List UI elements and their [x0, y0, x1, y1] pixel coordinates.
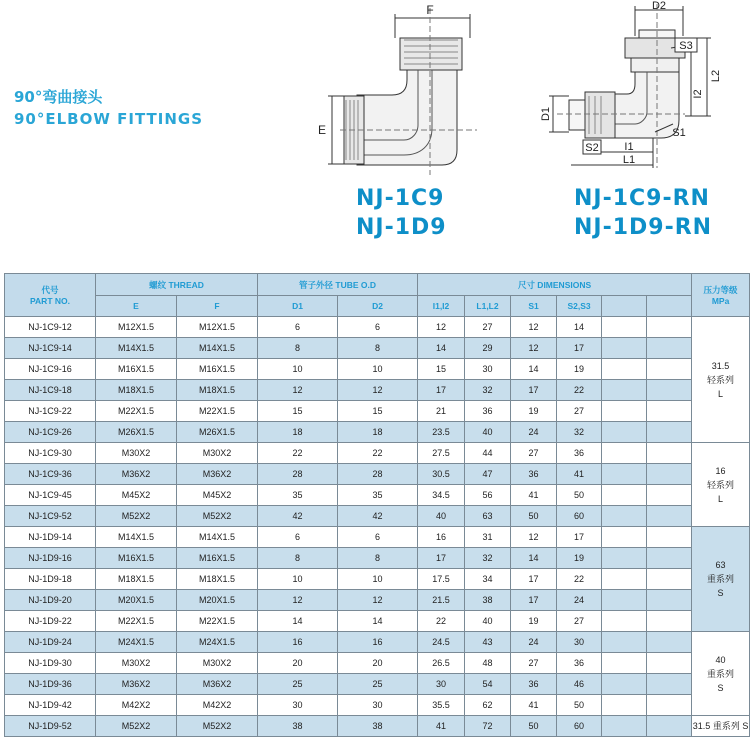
table-cell-empty: [602, 464, 647, 485]
table-cell: 36: [557, 443, 602, 464]
table-cell: 36: [511, 674, 557, 695]
table-cell: 8: [338, 548, 418, 569]
table-cell-empty: [647, 548, 692, 569]
table-cell: 14: [511, 548, 557, 569]
table-cell: M36X2: [177, 674, 258, 695]
table-cell: 40: [418, 506, 465, 527]
table-cell: M22X1.5: [96, 611, 177, 632]
table-cell: 24: [511, 632, 557, 653]
dim-label-d2: D2: [651, 0, 667, 12]
table-cell-empty: [647, 653, 692, 674]
header-s1: S1: [511, 296, 557, 317]
table-cell: 17: [557, 527, 602, 548]
table-cell: M45X2: [177, 485, 258, 506]
dim-label-s3: S3: [679, 40, 693, 52]
table-cell: 12: [511, 338, 557, 359]
pressure-series: 轻系列: [707, 374, 735, 385]
table-row: [5, 527, 750, 548]
page-title-cn: 90°弯曲接头: [14, 88, 103, 106]
table-cell: 24.5: [418, 632, 465, 653]
dim-label-i1: I1: [624, 141, 634, 153]
model-name-right-2: NJ-1D9-RN: [574, 215, 713, 240]
table-cell: 32: [465, 380, 511, 401]
table-cell: 35.5: [418, 695, 465, 716]
table-cell: 22: [338, 443, 418, 464]
table-cell-empty: [602, 611, 647, 632]
table-cell: NJ-1C9-16: [5, 359, 96, 380]
table-cell: NJ-1D9-22: [5, 611, 96, 632]
table-cell: M36X2: [96, 674, 177, 695]
table-cell: M24X1.5: [177, 632, 258, 653]
pressure-value: 31.5: [711, 360, 730, 371]
table-cell: 27.5: [418, 443, 465, 464]
table-cell-empty: [602, 674, 647, 695]
table-cell: 36: [511, 464, 557, 485]
table-cell: 60: [557, 716, 602, 737]
table-cell-empty: [602, 716, 647, 737]
table-cell: 22: [258, 443, 338, 464]
table-cell: 24: [511, 422, 557, 443]
header-part-no: [5, 274, 96, 317]
table-cell: 20: [258, 653, 338, 674]
table-cell-empty: [602, 506, 647, 527]
table-cell: 21: [418, 401, 465, 422]
table-cell-empty: [602, 590, 647, 611]
header-d1: D1: [258, 296, 338, 317]
table-cell-empty: [647, 674, 692, 695]
table-cell: 23.5: [418, 422, 465, 443]
table-row: [5, 548, 750, 569]
table-cell: 18: [338, 422, 418, 443]
table-cell: 30.5: [418, 464, 465, 485]
table-cell: NJ-1D9-14: [5, 527, 96, 548]
table-cell: M18X1.5: [177, 380, 258, 401]
model-name-right-1: NJ-1C9-RN: [574, 186, 710, 211]
table-cell: 19: [511, 611, 557, 632]
table-cell: 40: [465, 422, 511, 443]
pressure-series: 重系列: [707, 574, 735, 584]
table-cell-empty: [647, 590, 692, 611]
header-i12: I1,I2: [418, 296, 465, 317]
dim-label-s1: S1: [672, 127, 686, 139]
table-cell: NJ-1D9-30: [5, 653, 96, 674]
table-cell: 21.5: [418, 590, 465, 611]
table-cell: 14: [258, 611, 338, 632]
table-row: [5, 443, 750, 464]
table-cell: M52X2: [177, 716, 258, 737]
table-cell: 16: [418, 527, 465, 548]
table-cell-empty: [602, 359, 647, 380]
table-cell: 26.5: [418, 653, 465, 674]
table-row: [5, 695, 750, 716]
table-row: [5, 317, 750, 338]
table-cell-empty: [602, 632, 647, 653]
table-cell: 50: [557, 695, 602, 716]
table-cell: 46: [557, 674, 602, 695]
table-cell-empty: [602, 527, 647, 548]
table-row: [5, 674, 750, 695]
table-cell: M22X1.5: [177, 611, 258, 632]
table-row: [5, 485, 750, 506]
table-cell: 14: [557, 317, 602, 338]
table-cell-empty: [647, 506, 692, 527]
table-cell: 17: [418, 548, 465, 569]
model-name-left-2: NJ-1D9: [356, 215, 447, 240]
table-cell: 15: [338, 401, 418, 422]
table-cell: M52X2: [96, 506, 177, 527]
table-cell: M18X1.5: [96, 380, 177, 401]
table-cell: 35: [338, 485, 418, 506]
table-cell: M42X2: [177, 695, 258, 716]
table-cell: 10: [338, 569, 418, 590]
table-cell: NJ-1D9-42: [5, 695, 96, 716]
table-cell-empty: [647, 569, 692, 590]
table-cell: 8: [258, 338, 338, 359]
header-f: F: [177, 296, 258, 317]
header-pressure-en: MPa: [711, 296, 730, 306]
header-l12: L1,L2: [465, 296, 511, 317]
table-cell: 20: [338, 653, 418, 674]
table-cell: M16X1.5: [177, 359, 258, 380]
table-cell: 12: [338, 380, 418, 401]
table-cell: M26X1.5: [96, 422, 177, 443]
table-cell: 27: [511, 443, 557, 464]
table-cell: M22X1.5: [96, 401, 177, 422]
pressure-group-cell: [692, 716, 750, 737]
table-cell: M30X2: [96, 653, 177, 674]
table-cell: 12: [338, 590, 418, 611]
dim-label-s2: S2: [585, 142, 599, 154]
table-cell: 36: [557, 653, 602, 674]
table-cell: 10: [258, 359, 338, 380]
table-cell: NJ-1C9-12: [5, 317, 96, 338]
table-cell: M14X1.5: [96, 527, 177, 548]
header-pressure-cn: 压力等级: [703, 285, 738, 295]
table-cell: 47: [465, 464, 511, 485]
table-cell: M16X1.5: [96, 359, 177, 380]
table-cell-empty: [602, 569, 647, 590]
table-cell: M36X2: [96, 464, 177, 485]
table-cell: 16: [258, 632, 338, 653]
table-cell: 28: [338, 464, 418, 485]
table-cell: NJ-1D9-36: [5, 674, 96, 695]
table-cell: M52X2: [96, 716, 177, 737]
table-cell: 72: [465, 716, 511, 737]
table-cell-empty: [647, 359, 692, 380]
table-cell: 17.5: [418, 569, 465, 590]
table-cell: NJ-1C9-26: [5, 422, 96, 443]
table-cell: M20X1.5: [96, 590, 177, 611]
pressure-value: 63: [715, 560, 726, 570]
dim-label-e: E: [317, 123, 327, 137]
table-cell: 6: [338, 527, 418, 548]
table-cell: 27: [557, 401, 602, 422]
pressure-value: 31.5 重系列 S: [692, 721, 749, 731]
table-cell: 48: [465, 653, 511, 674]
table-cell: 12: [511, 317, 557, 338]
table-cell: 22: [557, 569, 602, 590]
table-cell: 6: [258, 527, 338, 548]
table-cell: NJ-1C9-14: [5, 338, 96, 359]
table-cell: M26X1.5: [177, 422, 258, 443]
table-cell-empty: [602, 338, 647, 359]
header-blank-1: [602, 296, 647, 317]
pressure-group-cell: [692, 317, 750, 443]
table-cell: 6: [258, 317, 338, 338]
table-row: [5, 401, 750, 422]
dim-label-f: F: [426, 3, 434, 17]
table-cell: 25: [258, 674, 338, 695]
table-cell: M36X2: [177, 464, 258, 485]
header-part-cn: 代号: [41, 285, 59, 295]
table-cell: 19: [511, 401, 557, 422]
table-cell: 17: [418, 380, 465, 401]
table-cell: 25: [338, 674, 418, 695]
spec-table: [4, 273, 750, 737]
table-cell: NJ-1D9-18: [5, 569, 96, 590]
table-row: [5, 590, 750, 611]
table-cell: 10: [258, 569, 338, 590]
table-cell-empty: [647, 380, 692, 401]
table-cell: M16X1.5: [96, 548, 177, 569]
table-cell: M20X1.5: [177, 590, 258, 611]
table-cell: 15: [418, 359, 465, 380]
table-cell: 30: [418, 674, 465, 695]
table-cell: 50: [511, 716, 557, 737]
table-cell-empty: [602, 380, 647, 401]
table-cell-empty: [602, 548, 647, 569]
table-cell: 14: [338, 611, 418, 632]
table-cell: 38: [258, 716, 338, 737]
elbow-fitting-drawing-right: [535, 0, 725, 175]
table-cell-empty: [647, 611, 692, 632]
table-cell: M14X1.5: [177, 338, 258, 359]
table-row: [5, 632, 750, 653]
table-cell-empty: [647, 695, 692, 716]
header-s23: S2,S3: [557, 296, 602, 317]
table-cell: 17: [511, 569, 557, 590]
table-cell: NJ-1C9-22: [5, 401, 96, 422]
table-cell: 14: [511, 359, 557, 380]
pressure-series: 重系列: [707, 668, 735, 679]
table-cell: M14X1.5: [96, 338, 177, 359]
table-row: [5, 569, 750, 590]
table-cell-empty: [602, 317, 647, 338]
table-cell: 54: [465, 674, 511, 695]
table-cell-empty: [602, 401, 647, 422]
table-cell: 42: [338, 506, 418, 527]
table-cell: M24X1.5: [96, 632, 177, 653]
header-part-en: PART NO.: [30, 296, 70, 306]
table-cell: 12: [511, 527, 557, 548]
pressure-series: 轻系列: [707, 479, 735, 490]
table-cell-empty: [647, 338, 692, 359]
table-cell: M30X2: [177, 653, 258, 674]
table-cell: 22: [418, 611, 465, 632]
table-cell: 36: [465, 401, 511, 422]
table-row: [5, 380, 750, 401]
table-cell: M30X2: [177, 443, 258, 464]
table-row: [5, 464, 750, 485]
table-cell: 27: [511, 653, 557, 674]
table-cell-empty: [647, 632, 692, 653]
header-pressure: [692, 274, 750, 317]
table-cell-empty: [602, 695, 647, 716]
table-cell: 30: [465, 359, 511, 380]
table-cell-empty: [602, 485, 647, 506]
table-cell: 35: [258, 485, 338, 506]
table-cell: NJ-1C9-36: [5, 464, 96, 485]
table-row: [5, 359, 750, 380]
table-cell: 17: [511, 590, 557, 611]
table-cell: M12X1.5: [177, 317, 258, 338]
table-row: [5, 422, 750, 443]
table-cell: 63: [465, 506, 511, 527]
table-cell: 16: [338, 632, 418, 653]
table-cell: 44: [465, 443, 511, 464]
pressure-group-cell: [692, 443, 750, 527]
table-cell: 18: [258, 422, 338, 443]
table-cell: 42: [258, 506, 338, 527]
table-cell: 41: [511, 695, 557, 716]
header-thread: 螺纹 THREAD: [96, 274, 258, 296]
pressure-code: L: [718, 493, 724, 504]
table-cell: 50: [511, 506, 557, 527]
table-cell: 60: [557, 506, 602, 527]
pressure-code: S: [717, 588, 724, 598]
table-cell: 8: [338, 338, 418, 359]
dim-label-l2: L2: [710, 69, 722, 83]
pressure-group-cell: [692, 632, 750, 716]
header-e: E: [96, 296, 177, 317]
table-cell: 22: [557, 380, 602, 401]
table-cell-empty: [647, 527, 692, 548]
table-cell: 41: [418, 716, 465, 737]
table-cell-empty: [647, 317, 692, 338]
header-blank-2: [647, 296, 692, 317]
table-cell-empty: [647, 422, 692, 443]
table-cell: 30: [557, 632, 602, 653]
table-cell: 40: [465, 611, 511, 632]
table-cell: 17: [511, 380, 557, 401]
table-cell: NJ-1D9-24: [5, 632, 96, 653]
table-cell-empty: [602, 422, 647, 443]
table-cell: 24: [557, 590, 602, 611]
page-title-en: 90°ELBOW FITTINGS: [14, 110, 204, 128]
table-cell: M18X1.5: [177, 569, 258, 590]
table-cell-empty: [647, 443, 692, 464]
table-cell: 43: [465, 632, 511, 653]
table-cell: 27: [557, 611, 602, 632]
table-cell: NJ-1D9-16: [5, 548, 96, 569]
pressure-value: 16: [715, 465, 726, 476]
table-cell-empty: [602, 653, 647, 674]
table-cell: M42X2: [96, 695, 177, 716]
table-row: [5, 611, 750, 632]
table-cell: 34.5: [418, 485, 465, 506]
table-cell: 8: [258, 548, 338, 569]
pressure-value: 40: [715, 654, 726, 665]
table-cell: 12: [418, 317, 465, 338]
table-cell: 38: [338, 716, 418, 737]
table-cell: 41: [557, 464, 602, 485]
table-cell: 34: [465, 569, 511, 590]
table-cell: 32: [465, 548, 511, 569]
table-cell: NJ-1C9-45: [5, 485, 96, 506]
table-cell: 56: [465, 485, 511, 506]
header-tube-od: 管子外径 TUBE O.D: [258, 274, 418, 296]
table-cell: 50: [557, 485, 602, 506]
table-cell: 29: [465, 338, 511, 359]
table-cell: 32: [557, 422, 602, 443]
dim-label-d1: D1: [540, 106, 552, 122]
table-cell: NJ-1D9-20: [5, 590, 96, 611]
table-cell: M12X1.5: [96, 317, 177, 338]
pressure-code: S: [717, 682, 724, 693]
table-cell: 12: [258, 380, 338, 401]
table-cell: M14X1.5: [177, 527, 258, 548]
table-row: [5, 716, 750, 737]
table-cell: 19: [557, 359, 602, 380]
elbow-fitting-drawing-left: [312, 0, 492, 180]
table-cell: M30X2: [96, 443, 177, 464]
pressure-group-cell: [692, 527, 750, 632]
header-d2: D2: [338, 296, 418, 317]
table-cell: 28: [258, 464, 338, 485]
table-cell: 30: [258, 695, 338, 716]
pressure-code: L: [718, 388, 724, 399]
table-cell: 14: [418, 338, 465, 359]
table-cell-empty: [647, 401, 692, 422]
table-cell: 38: [465, 590, 511, 611]
table-row: [5, 338, 750, 359]
header-dimensions: 尺寸 DIMENSIONS: [418, 274, 692, 296]
table-cell: M18X1.5: [96, 569, 177, 590]
spec-table-body: [5, 317, 750, 737]
table-cell: 19: [557, 548, 602, 569]
table-cell: NJ-1C9-30: [5, 443, 96, 464]
table-cell: 31: [465, 527, 511, 548]
table-cell: 10: [338, 359, 418, 380]
table-cell-empty: [602, 443, 647, 464]
dim-label-i2: I2: [692, 89, 704, 99]
table-cell: 6: [338, 317, 418, 338]
table-cell: M52X2: [177, 506, 258, 527]
table-cell-empty: [647, 485, 692, 506]
table-row: [5, 653, 750, 674]
table-cell: 15: [258, 401, 338, 422]
table-cell: M45X2: [96, 485, 177, 506]
table-cell: NJ-1C9-18: [5, 380, 96, 401]
table-cell: M22X1.5: [177, 401, 258, 422]
table-cell: NJ-1D9-52: [5, 716, 96, 737]
table-row: [5, 506, 750, 527]
table-cell: 30: [338, 695, 418, 716]
table-cell: M16X1.5: [177, 548, 258, 569]
table-cell: NJ-1C9-52: [5, 506, 96, 527]
table-cell-empty: [647, 716, 692, 737]
table-cell: 17: [557, 338, 602, 359]
table-cell: 62: [465, 695, 511, 716]
table-cell: 12: [258, 590, 338, 611]
model-name-left-1: NJ-1C9: [356, 186, 445, 211]
table-cell: 27: [465, 317, 511, 338]
table-cell-empty: [647, 464, 692, 485]
table-cell: 41: [511, 485, 557, 506]
dim-label-l1: L1: [622, 154, 636, 166]
